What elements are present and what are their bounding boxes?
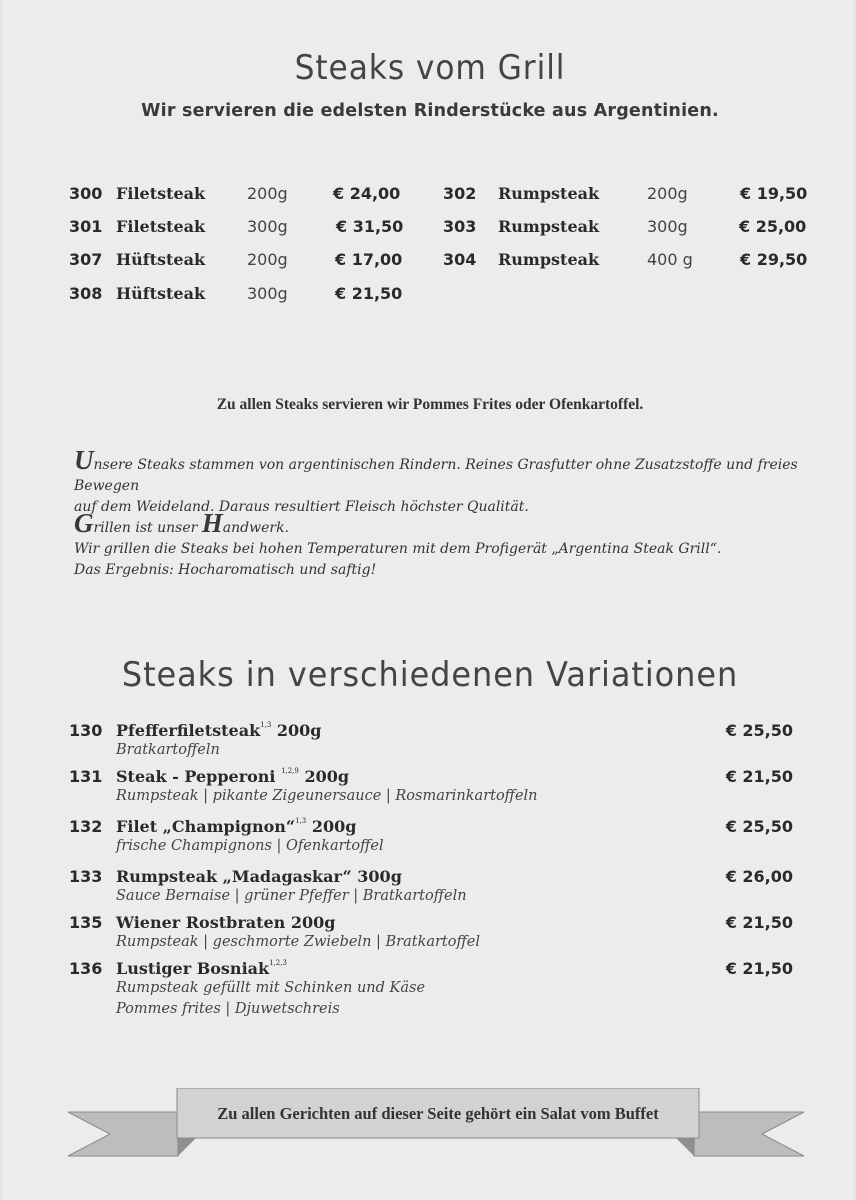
item-number: 136 [69,959,103,978]
item-price: € 26,00 [725,867,793,886]
item-price: € 21,50 [725,959,793,978]
item-name: Filetsteak [116,217,206,236]
item-price: € 25,00 [739,217,807,236]
item-price: € 31,50 [336,217,404,236]
item-number: 131 [69,767,103,786]
drop-cap: H [201,508,223,538]
item-number: 132 [69,817,103,836]
grill-item [2,184,856,208]
grill-item [2,217,856,241]
item-number: 135 [69,913,103,932]
item-number: 300 [69,184,103,203]
item-name: Rumpsteak [498,184,600,203]
item-price: € 21,50 [725,913,793,932]
item-price: € 24,00 [333,184,401,203]
item-number: 308 [69,284,103,303]
item-name: Lustiger Bosniak$^{1,2,3}$ [116,959,287,978]
item-number: 133 [69,867,103,886]
item-description: Sauce Bernaise | grüner Pfeffer | Bratkartoffeln [116,888,467,904]
intro-text: Wir grillen die Steaks bei hohen Temperaturen mit dem Profigerät „Argentina Steak Grill“. [74,541,722,557]
intro-text: andwerk. [222,520,290,536]
item-price: € 17,00 [335,250,403,269]
section-subtitle-grill: Wir servieren die edelsten Rinderstücke aus Argentinien. [141,101,719,121]
item-number: 301 [69,217,103,236]
item-name: Filet „Champignon“$^{1,3}$ 200g [116,817,357,836]
item-number: 130 [69,721,103,740]
item-name: Rumpsteak [498,217,600,236]
section-title-grill: Steaks vom Grill [294,48,566,88]
item-price: € 25,50 [725,817,793,836]
item-name: Rumpsteak [498,250,600,269]
item-price: € 21,50 [725,767,793,786]
item-description: Pommes frites | Djuwetschreis [116,1001,340,1017]
item-number: 304 [443,250,477,269]
item-price: € 25,50 [725,721,793,740]
item-description: Rumpsteak gefüllt mit Schinken und Käse [116,980,426,996]
item-name: Filetsteak [116,184,206,203]
item-name: Pfefferfiletsteak$^{1,3}$ 200g [116,721,322,740]
item-weight: 400 g [647,250,693,269]
intro-text: nsere Steaks stammen von argentinischen Rindern. Reines Grasfutter ohne Zusatzstoffe und freies Bewegen [74,457,798,494]
item-description: Bratkartoffeln [116,742,220,758]
item-weight: 300g [247,217,288,236]
item-name: Wiener Rostbraten 200g [116,913,336,932]
intro-paragraph-grilling [74,508,804,581]
side-dish-note: Zu allen Steaks servieren wir Pommes Frites oder Ofenkartoffel. [216,396,644,413]
item-name: Steak - Pepperoni $^{1,2,9}$ 200g [116,767,350,786]
item-description: Rumpsteak | pikante Zigeunersauce | Rosmarinkartoffeln [116,788,538,804]
footer-banner-text: Zu allen Gerichten auf dieser Seite gehört ein Salat vom Buffet [217,1104,659,1123]
item-name: Hüftsteak [116,284,206,303]
item-price: € 19,50 [740,184,808,203]
item-name: Hüftsteak [116,250,206,269]
drop-cap: U [74,445,94,475]
intro-paragraph-quality [74,445,804,518]
item-description: frische Champignons | Ofenkartoffel [116,838,384,854]
item-number: 303 [443,217,477,236]
item-description: Rumpsteak | geschmorte Zwiebeln | Bratkartoffel [116,934,480,950]
grill-item [2,284,432,308]
intro-text: auf dem Weideland. Daraus resultiert Fleisch höchster Qualität. [74,499,529,515]
item-weight: 300g [647,217,688,236]
item-number: 302 [443,184,477,203]
intro-text: rillen ist unser [93,520,202,536]
item-number: 307 [69,250,103,269]
item-name: Rumpsteak „Madagaskar“ 300g [116,867,402,886]
item-weight: 200g [647,184,688,203]
item-weight: 300g [247,284,288,303]
grill-item [2,250,856,274]
drop-cap: G [74,508,94,538]
item-price: € 29,50 [740,250,808,269]
section-title-variations: Steaks in verschiedenen Variationen [121,655,739,695]
item-weight: 200g [247,184,288,203]
item-weight: 200g [247,250,288,269]
item-price: € 21,50 [335,284,403,303]
intro-text: Das Ergebnis: Hocharomatisch und saftig! [74,562,377,578]
